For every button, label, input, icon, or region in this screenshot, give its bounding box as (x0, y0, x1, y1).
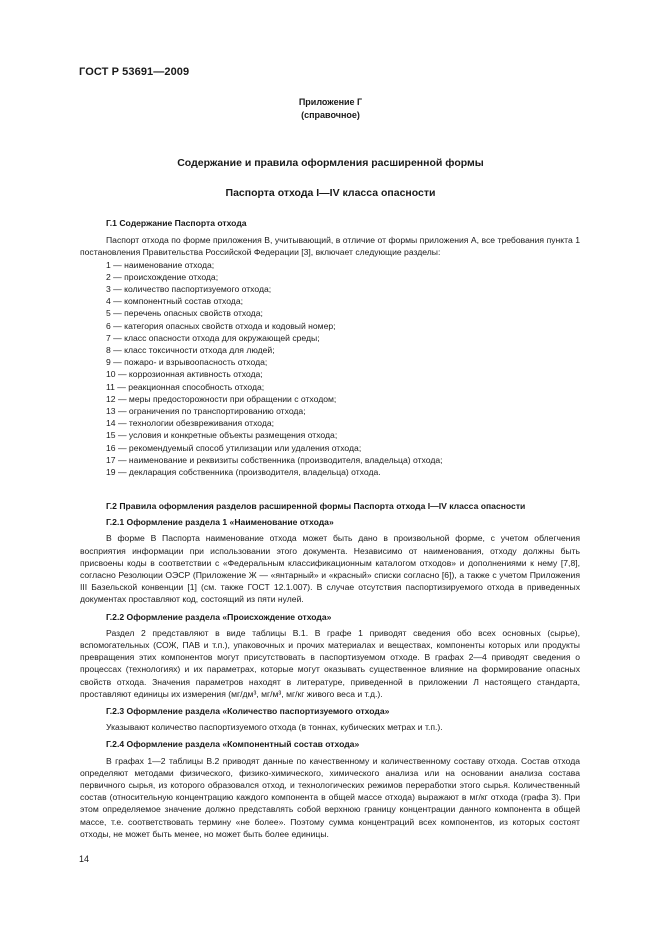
annex-title: Приложение Г (298, 97, 363, 107)
list-item: 12 — меры предосторожности при обращении с отходом; (106, 393, 337, 404)
list-item: 17 — наименование и реквизиты собственника (производителя, владельца) отхода; (106, 454, 443, 465)
section-g1 (80, 217, 580, 478)
heading-g2-2: Г.2.2 Оформление раздела «Происхождение отхода» (106, 611, 332, 622)
paragraph-g2-2: Раздел 2 представляют в виде таблицы В.1. В графе 1 приводят сведения обо всех основных (сырье), вспомогательных (СОЖ, ПАВ и т.п.), упаковочных и прочих материалах и веществах, компоненты которых или продукты превращения этих компонентов могут присутствовать в паспортизуемом отходе. В графах 2—4 приводят сведения о процессах (технологиях) и их параметрах, которые могут оказывать существенное влияние на формирование опасных свойств отхода. Значения параметров находят в литературе, приведенной в приложении Л настоящего стандарта, проставляют единицы их измерения (мг/дм³, мг/м³, мг/кг живого веса и т.д.). (80, 627, 580, 699)
list-item: 9 — пожаро- и взрывоопасность отхода; (106, 357, 268, 368)
paragraph-g2-4: В графах 1—2 таблицы В.2 приводят данные по качественному и количественному составу отхода. Состав отхода определяют методами физического, физико-химического, химического анализа или на основании анализа состава первичного сырья, из которого образовался отход, и технологических режимов переработки этого сырья. Количественный состав (относительную концентрацию каждого компонента в общей массе отхода) выражают в мг/кг отхода (графа 3). При этом определяемое значение должно представлять собой верхнюю границу концентрации данного компонента в общей массе, т.е. соответствовать термину «не более». Поэтому сумма концентраций всех компонентов, из которых состоят отходы, не может быть менее, но может быть более единицы. (80, 755, 580, 839)
heading-g2-3: Г.2.3 Оформление раздела «Количество паспортизуемого отхода» (106, 706, 390, 717)
main-title-line2: Паспорта отхода I—IV класса опасности (225, 187, 436, 199)
list-item: 4 — компонентный состав отхода; (106, 296, 243, 307)
heading-g2-4: Г.2.4 Оформление раздела «Компонентный состав отхода» (106, 739, 360, 750)
section-g2 (80, 500, 580, 840)
paragraph-g1: Паспорт отхода по форме приложения В, учитывающий, в отличие от формы приложения А, все требования пункта 1 постановления Правительства Российской Федерации [3], включает следующие разделы: (80, 235, 580, 258)
list-item: 16 — рекомендуемый способ утилизации или удаления отхода; (106, 442, 362, 453)
list-item: 15 — условия и конкретные объекты размещения отхода; (106, 430, 338, 441)
paragraph-g2-1: В форме В Паспорта наименование отхода может быть дано в произвольной форме, с учетом облегчения восприятия информации при использовании этого документа. Независимо от наименования, отходу должны быть присвоены коды в соответствии с «Федеральным классификационным каталогом отходов» и дополнениями к нему [7,8], согласно Резолюции ОЭСР (Приложение Ж — «янтарный» и «красный» списки согласно [6]), а также с учетом Приложения III Базельской конвенции [1] (см. также ГОСТ 12.1.007). В случае отсутствия паспортизируемого отхода в приведенных документах проставляют код, состоящий из пяти нулей. (80, 533, 580, 605)
annex-subtitle: (справочное) (301, 110, 360, 120)
list-item: 6 — категория опасных свойств отхода и кодовый номер; (106, 320, 336, 331)
list-item: 8 — класс токсичности отхода для людей; (106, 345, 275, 356)
list-item: 11 — реакционная способность отхода; (106, 381, 265, 392)
sections-list (80, 259, 580, 479)
heading-g2: Г.2 Правила оформления разделов расширенной формы Паспорта отхода I—IV класса опасности (106, 501, 526, 511)
paragraph-g2-3: Указывают количество паспортизуемого отхода (в тоннах, кубических метрах и т.п.). (106, 722, 443, 733)
page-number: 14 (79, 854, 90, 864)
document-code: ГОСТ Р 53691—2009 (79, 66, 190, 78)
list-item: 1 — наименование отхода; (106, 259, 215, 270)
list-item: 2 — происхождение отхода; (106, 271, 219, 282)
list-item: 5 — перечень опасных свойств отхода; (106, 308, 263, 319)
main-title-line1: Содержание и правила оформления расширенной формы (177, 157, 484, 169)
list-item: 3 — количество паспортизуемого отхода; (106, 284, 272, 295)
heading-g2-1: Г.2.1 Оформление раздела 1 «Наименование отхода» (106, 517, 334, 528)
list-item: 14 — технологии обезвреживания отхода; (106, 418, 275, 429)
list-item: 13 — ограничения по транспортированию отхода; (106, 406, 306, 417)
list-item: 19 — декларация собственника (производителя, владельца) отхода. (106, 467, 381, 478)
list-item: 10 — коррозионная активность отхода; (106, 369, 263, 380)
list-item: 7 — класс опасности отхода для окружающей среды; (106, 332, 320, 343)
heading-g1: Г.1 Содержание Паспорта отхода (106, 218, 247, 228)
